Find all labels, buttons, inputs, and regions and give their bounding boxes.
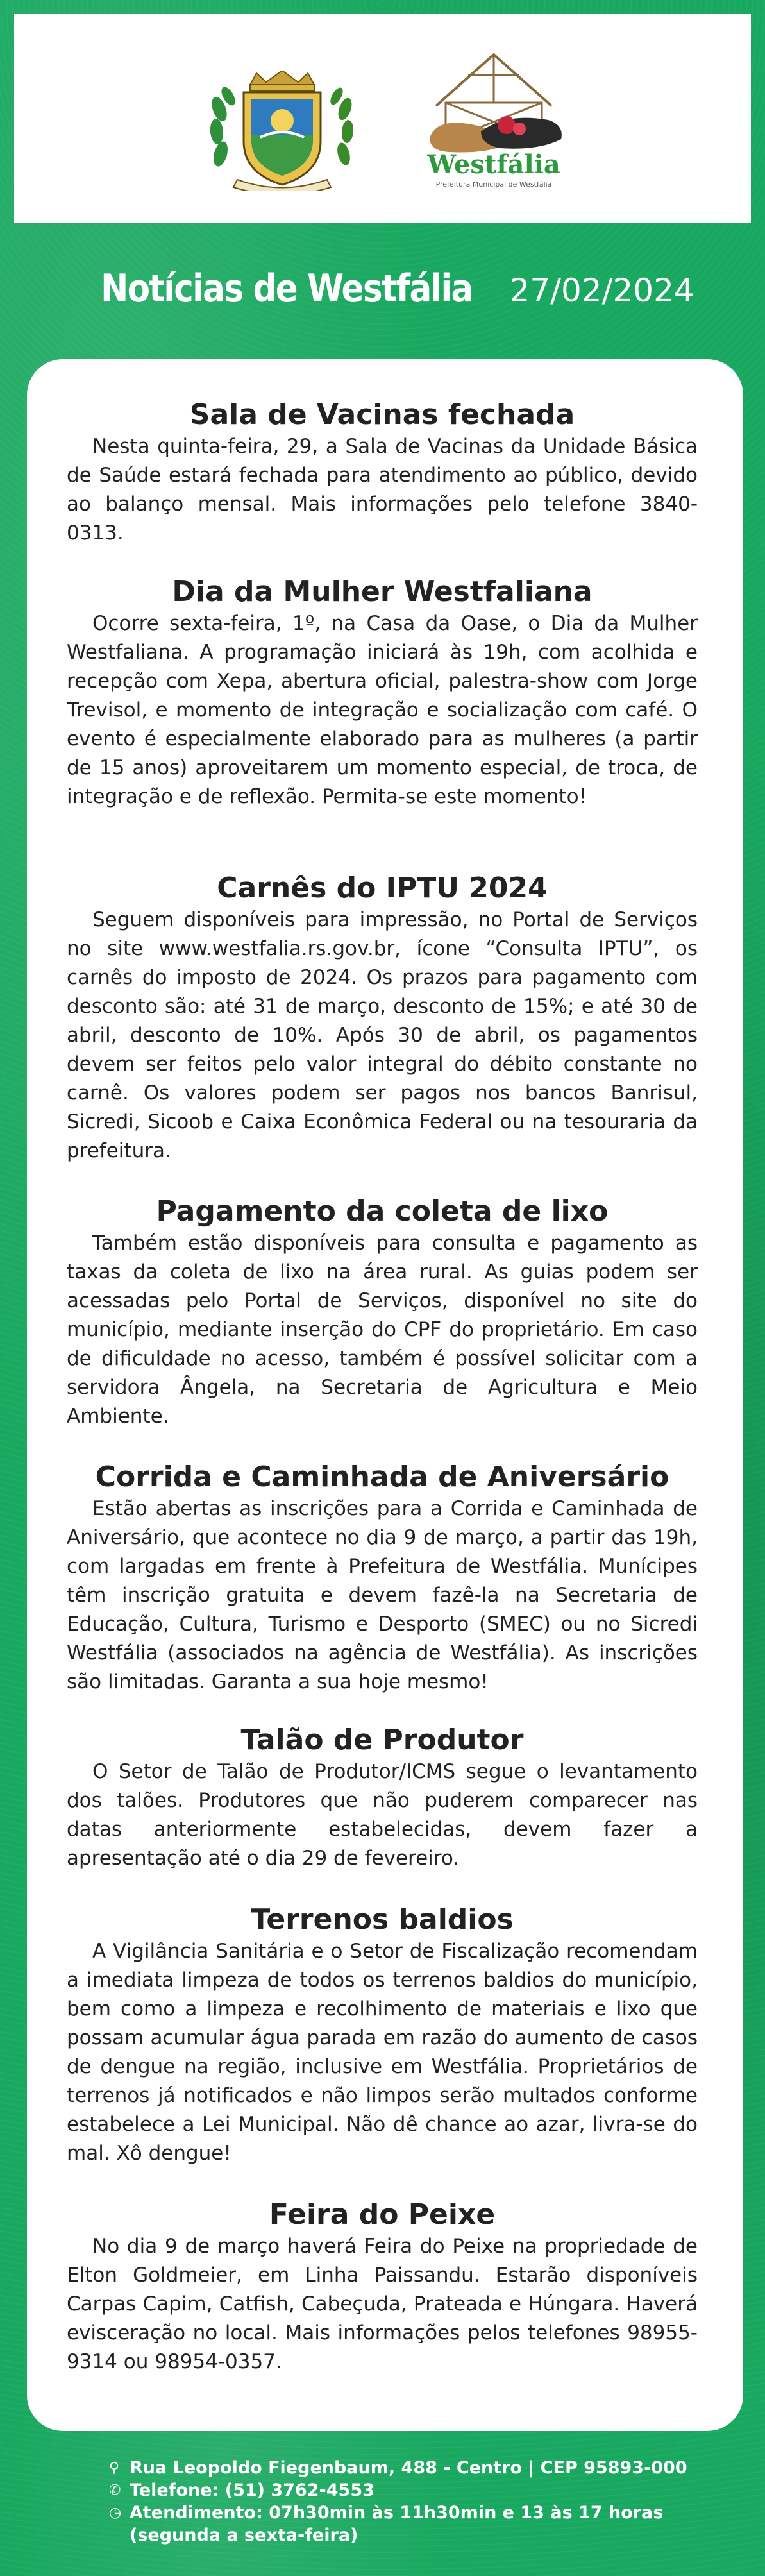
article-text: A Vigilância Sanitária e o Setor de Fiscalização recomendam a imediata limpeza de todos os terrenos baldios do município, bem como a limpeza e recolhimento de materiais e lixo que possam acumular água parada em razão do aumento de casos de dengue na região, inclusive em Westfália. Proprietários de terrenos já notificados e não limpos serão multados conforme estabelece a Lei Municipal. Não dê chance ao azar, livra-se do mal. Xô dengue! [67, 1940, 698, 2165]
westfalia-logo [410, 42, 577, 192]
article-text: Nesta quinta-feira, 29, a Sala de Vacinas da Unidade Básica de Saúde estará fechada para atendimento ao público, devido ao balanço mensal. Mais informações pelo telefone 3840-0313. [67, 435, 698, 545]
article-terrenos [67, 1902, 698, 2168]
article-iptu [67, 871, 698, 1165]
article-coleta-lixo [67, 1194, 698, 1431]
article-text: Também estão disponíveis para consulta e pagamento as taxas da coleta de lixo na área rural. As guias podem ser acessadas pelo Portal de Serviços, disponível no site do município, mediante inserção do CPF do proprietário. Em caso de dificuldade no acesso, também é possível solicitar com a servidora Ângela, na Secretaria de Agricultura e Meio Ambiente. [67, 1232, 698, 1428]
footer-hours: Atendimento: 07h30min às 11h30min e 13 às 17 horas [130, 2503, 664, 2523]
article-title: Corrida e Caminhada de Aniversário [95, 1461, 669, 1493]
article-text: O Setor de Talão de Produtor/ICMS segue o levantamento dos talões. Produtores que não puderem comparecer nas datas anteriormente estabelecidas, devem fazer a apresentação até o dia 29 de fevereiro. [67, 1760, 698, 1870]
article-title: Terrenos baldios [251, 1903, 514, 1936]
article-text: Seguem disponíveis para impressão, no Portal de Serviços no site www.westfalia.rs.gov.br, ícone “Consulta IPTU”, os carnês do imposto de 2024. Os prazos para pagamento com desconto são: até 31 de março, desconto de 15%; e até 30 de abril, desconto de 10%. Após 30 de abril, os pagamentos devem ser feitos pelo valor integral do débito constante no carnê. Os valores podem ser pagos nos bancos Banrisul, Sicredi, Sicoob e Caixa Econômica Federal ou na tesouraria da prefeitura. [67, 908, 698, 1162]
article-talao [67, 1723, 698, 1873]
article-title: Sala de Vacinas fechada [189, 398, 575, 431]
article-title: Carnês do IPTU 2024 [217, 872, 548, 904]
phone-icon: ✆ [109, 2482, 121, 2498]
header-band [14, 14, 751, 223]
footer-hours-note: (segunda a sexta-feira) [130, 2525, 358, 2545]
footer-hours-line [109, 2502, 725, 2524]
article-dia-mulher [67, 575, 698, 811]
article-title: Dia da Mulher Westfaliana [172, 575, 593, 608]
article-corrida [67, 1460, 698, 1697]
footer-address-line [109, 2457, 725, 2479]
logo-tagline: Prefeitura Municipal de Westfália [435, 180, 552, 189]
footer-hours-note-line [109, 2524, 725, 2546]
page-title [0, 266, 765, 311]
footer-phone-line [109, 2479, 725, 2502]
article-vacinas [67, 398, 698, 548]
title-main: Notícias de Westfália [101, 266, 473, 311]
location-pin-icon: ⚲ [109, 2460, 120, 2476]
footer-address: Rua Leopoldo Fiegenbaum, 488 - Centro | CEP 95893-000 [130, 2458, 687, 2478]
article-text: Ocorre sexta-feira, 1º, na Casa da Oase, o Dia da Mulher Westfaliana. A programação iniciará às 19h, com acolhida e recepção com Xepa, abertura oficial, palestra-show com Jorge Trevisol, e momento de integração e socialização com café. O evento é especialmente elaborado para as mulheres (a partir de 15 anos) aproveitarem um momento especial, de troca, de integração e de reflexão. Permita-se este momento! [67, 612, 698, 808]
article-title: Feira do Peixe [269, 2198, 496, 2231]
article-title: Talão de Produtor [240, 1724, 524, 1756]
title-date: 27/02/2024 [509, 272, 694, 309]
article-title: Pagamento da coleta de lixo [156, 1195, 609, 1228]
municipal-coat-of-arms [205, 71, 359, 191]
footer-phone: Telefone: (51) 3762-4553 [130, 2480, 374, 2500]
clock-icon: ◷ [109, 2505, 122, 2521]
article-text: Estão abertas as inscrições para a Corrida e Caminhada de Aniversário, que acontece no dia 9 de março, a partir das 19h, com largadas em frente à Prefeitura de Westfália. Munícipes têm inscrição gratuita e devem fazê-la na Secretaria de Educação, Cultura, Turismo e Desporto (SMEC) ou no Sicredi Westfália (associados na agência de Westfália). As inscrições são limitadas. Garanta a sua hoje mesmo! [67, 1497, 698, 1693]
logo-wordmark: Westfália [427, 149, 560, 180]
footer-contact [109, 2457, 725, 2546]
article-text: No dia 9 de março haverá Feira do Peixe na propriedade de Elton Goldmeier, em Linha Paissandu. Estarão disponíveis Carpas Capim, Catfish, Cabeçuda, Prateada e Húngara. Haverá evisceração no local. Mais informações pelos telefones 98955-9314 ou 98954-0357. [67, 2235, 698, 2373]
article-feira-peixe [67, 2198, 698, 2377]
